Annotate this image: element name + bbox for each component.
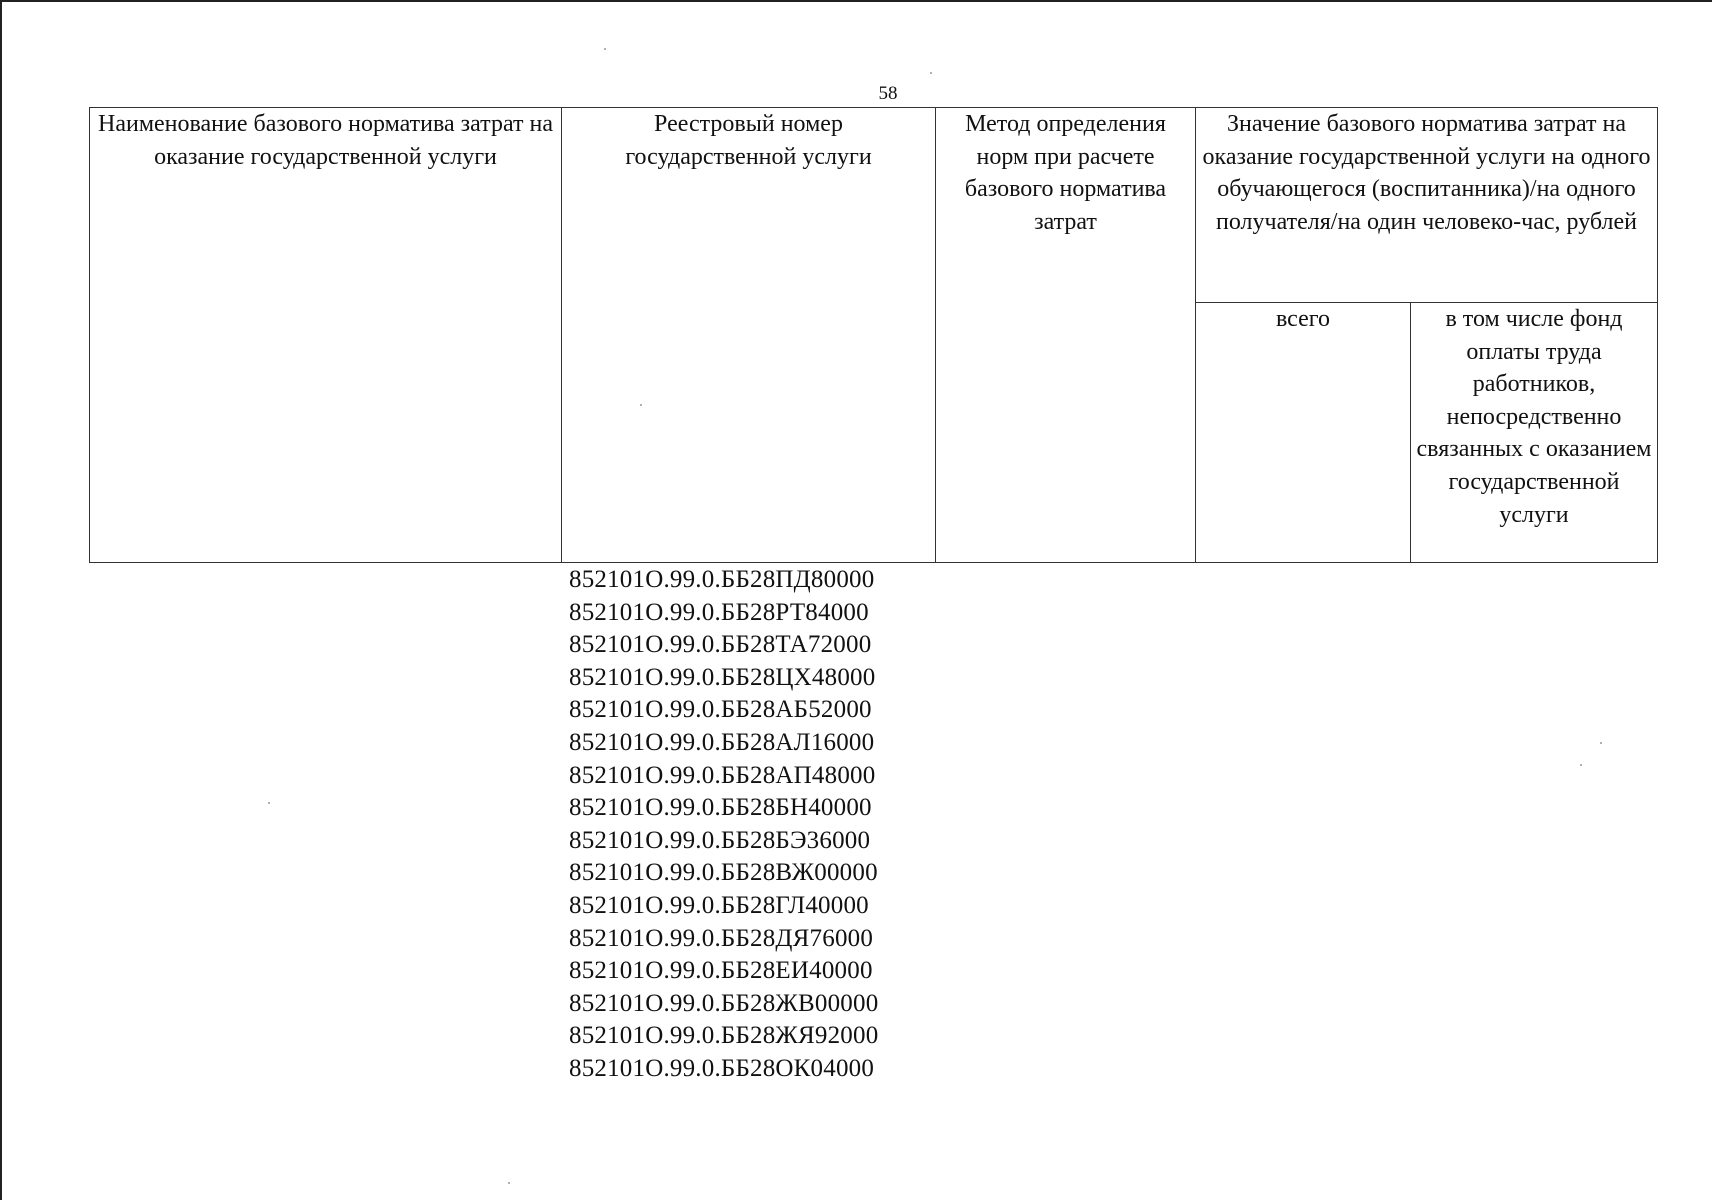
page-border-left <box>0 0 2 1200</box>
page-number: 58 <box>878 83 898 104</box>
header-value-total: всего <box>1196 303 1411 563</box>
registry-number-item: 852101О.99.0.ББ28ЦХ48000 <box>569 663 876 691</box>
registry-number-item: 852101О.99.0.ББ28ОК04000 <box>569 1054 875 1082</box>
table-header-row <box>90 108 1658 303</box>
registry-number-item: 852101О.99.0.ББ28БН40000 <box>569 794 872 822</box>
registry-number-item: 852101О.99.0.ББ28АБ52000 <box>569 696 872 724</box>
header-norm-value: Значение базового норматива затрат на оказание государственной услуги на одного обучающегося (воспитанника)/на одного получателя/на один человеко-час, рублей <box>1196 108 1658 303</box>
registry-number-item: 852101О.99.0.ББ28АП48000 <box>569 761 876 789</box>
registry-number-item: 852101О.99.0.ББ28ГЛ40000 <box>569 891 869 919</box>
registry-number-item: 852101О.99.0.ББ28ПД80000 <box>569 566 875 593</box>
scan-speck <box>508 1182 510 1184</box>
scan-speck <box>930 72 932 74</box>
header-registry-number: Реестровый номер государственной услуги <box>562 108 936 563</box>
registry-number-item: 852101О.99.0.ББ28ЕИ40000 <box>569 957 873 985</box>
scan-speck <box>1600 742 1602 744</box>
registry-number-item: 852101О.99.0.ББ28РТ84000 <box>569 598 869 626</box>
registry-number-item: 852101О.99.0.ББ28ВЖ00000 <box>569 859 878 887</box>
registry-number-item: 852101О.99.0.ББ28ЖВ00000 <box>569 989 879 1017</box>
scan-speck <box>268 802 270 804</box>
page-border-top <box>0 0 1712 2</box>
scan-speck <box>604 48 606 50</box>
scan-speck <box>640 404 642 406</box>
scan-speck <box>1580 764 1582 766</box>
registry-number-list <box>569 564 878 1086</box>
registry-number-item: 852101О.99.0.ББ28АЛ16000 <box>569 728 875 756</box>
registry-number-item: 852101О.99.0.ББ28ЖЯ92000 <box>569 1022 879 1050</box>
header-value-payroll: в том числе фонд оплаты труда работников, непосредственно связанных с оказанием государственной услуги <box>1411 303 1658 563</box>
registry-number-item: 852101О.99.0.ББ28БЭ36000 <box>569 826 871 854</box>
norm-cost-table <box>89 107 1658 563</box>
header-cost-name: Наименование базового норматива затрат на оказание государственной услуги <box>90 108 562 563</box>
registry-number-item: 852101О.99.0.ББ28ТА72000 <box>569 631 872 659</box>
registry-number-item: 852101О.99.0.ББ28ДЯ76000 <box>569 924 874 952</box>
header-method: Метод определения норм при расчете базового норматива затрат <box>936 108 1196 563</box>
